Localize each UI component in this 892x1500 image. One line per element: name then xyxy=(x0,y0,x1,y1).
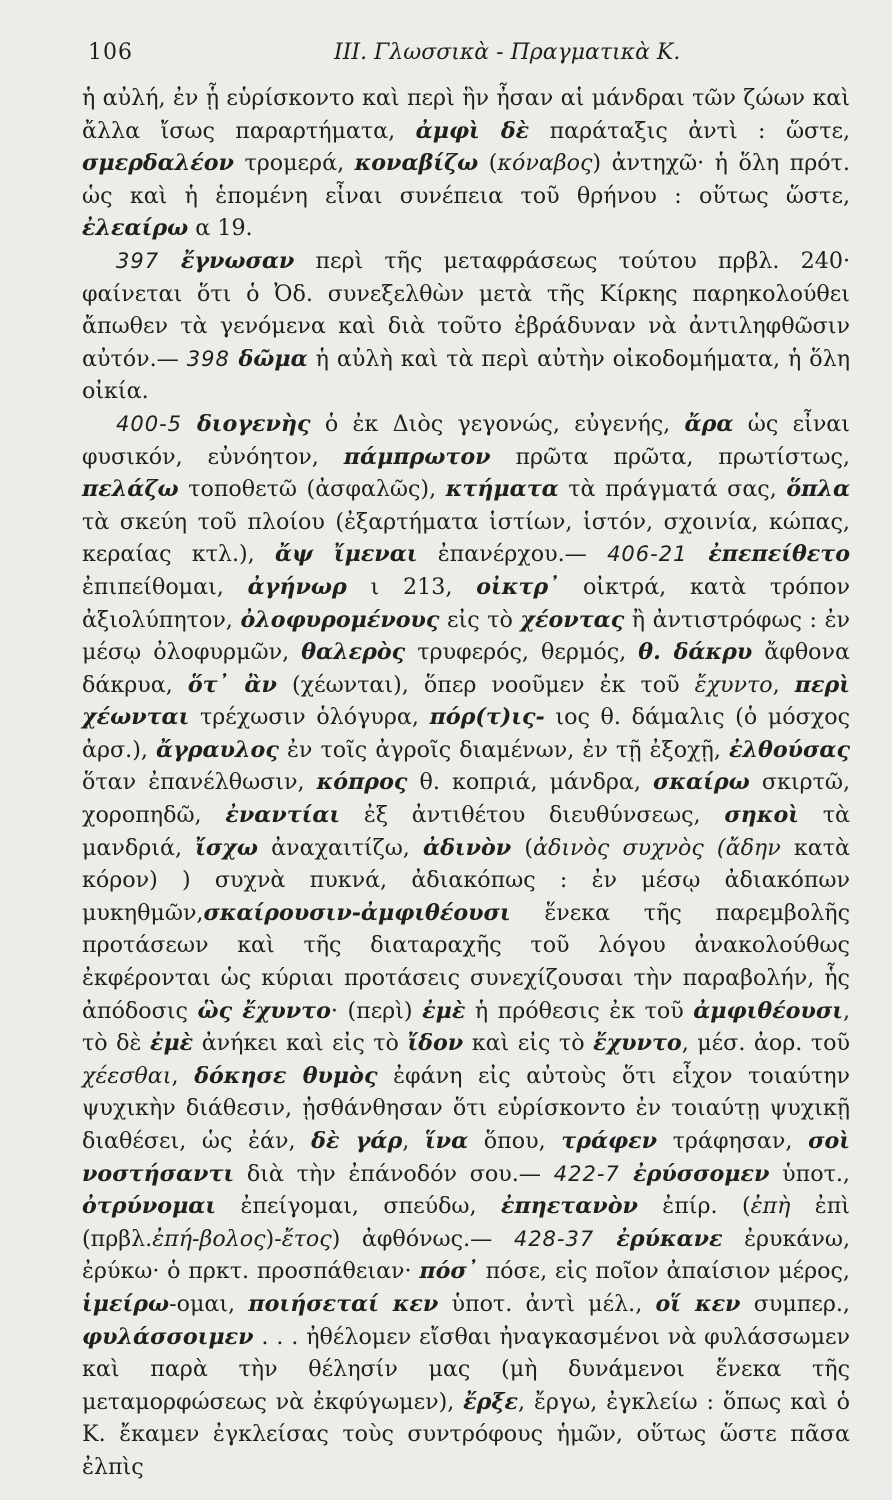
commentary-text: ἢ ἀντιστρόφως : ἐν μέσῳ ὀλοφυρμῶν, xyxy=(82,606,850,666)
commentary-text: ( xyxy=(511,834,533,861)
commentary-text: ὑποτ., xyxy=(769,1160,850,1187)
commentary-text: διὰ τὴν ἐπάνοδόν σου.— xyxy=(234,1160,554,1187)
commentary-text: θ. κοπριά, μάνδρα, xyxy=(407,769,654,796)
verse-number: 400-5 xyxy=(116,411,197,436)
lemma-term: ἀμφὶ δὲ xyxy=(415,117,530,144)
lemma-term: ἴδον xyxy=(407,1030,464,1057)
lemma-term: ἄρα xyxy=(684,410,734,437)
lemma-term: δὲ γάρ xyxy=(311,1128,403,1154)
lemma-term: δῶμα xyxy=(238,345,308,372)
lemma-term: οἰκτρ᾽ xyxy=(476,573,560,600)
commentary-text: , xyxy=(772,671,795,698)
commentary-text: ἄφθονα δάκρυα, xyxy=(82,639,851,698)
commentary-text: (χέωνται), ὅπερ νοοῦμεν ἐκ τοῦ xyxy=(276,671,695,698)
page-header xyxy=(88,40,846,80)
lemma-term: φυλάσσοιμεν xyxy=(82,1323,254,1350)
commentary-text: , xyxy=(171,1062,195,1089)
verse-number: 397 xyxy=(116,248,181,273)
lemma-term: ἵνα xyxy=(424,1128,469,1154)
commentary-text: εἰς τὸ xyxy=(439,606,521,633)
commentary-text: οἰκτρά, κατὰ τρόπον ἀξιολύπητον, xyxy=(82,573,851,633)
commentary-text: α 19. xyxy=(188,215,253,242)
lemma-term: ἔγνωσαν xyxy=(180,247,295,274)
commentary-text: , ἔργω, ἐγκλείω : ὅπως καὶ ὁ Κ. ἔκαμεν ἐγκλείσας τοὺς συντρόφους ἡμῶν, οὕτως ὥστε πᾶσα ἐλπὶς xyxy=(82,1388,850,1480)
lemma-term: περὶ χέωνται xyxy=(82,671,851,731)
commentary-text: -ομαι, xyxy=(169,1290,249,1317)
commentary-text: συμπερ., xyxy=(740,1290,850,1317)
running-head: III. Γλωσσικὰ - Πραγματικὰ Κ. xyxy=(334,40,681,65)
lemma-term: κτήματα xyxy=(445,476,559,503)
commentary-text: τοποθετῶ (ἀσφαλῶς), xyxy=(178,476,446,503)
verse-number: 422-7 xyxy=(553,1161,634,1186)
lemma-term: ἄψ ἴμεναι xyxy=(274,541,418,568)
lemma-term: οἵ κεν xyxy=(655,1290,741,1317)
commentary-text: τρομερά, xyxy=(233,150,355,177)
commentary-text: ὅταν ἐπανέλθωσιν, xyxy=(82,769,317,796)
commentary-text: ἐπιπείθομαι, xyxy=(82,573,248,600)
lemma-term: ἄγραυλος xyxy=(156,736,279,763)
page-number: 106 xyxy=(88,40,133,65)
lemma-term: σοὶ νοστήσαντι xyxy=(82,1128,850,1187)
commentary-text: ιος θ. δάμαλις (ὁ μόσχος ἀρσ.), xyxy=(82,704,850,763)
commentary-text: ἡ αὐλή, ἐν ᾗ εὑρίσκοντο καὶ περὶ ἣν ἦσαν αἱ μάνδραι τῶν ζώων καὶ ἄλλα ἴσως παραρτήματα, xyxy=(82,85,850,144)
commentary-text: τρέχωσιν ὁλόγυρα, xyxy=(189,704,430,731)
italic-text: ἐπή-βολος xyxy=(152,1225,266,1252)
commentary-text: ἡ αὐλὴ καὶ τὰ περὶ αὐτὴν οἰκοδομήματα, ἡ ὅλη οἰκία. xyxy=(82,345,851,405)
commentary-text: , τὸ δὲ xyxy=(82,997,850,1057)
lemma-term: ἐναντίαι xyxy=(225,802,341,829)
lemma-term: διογενὴς xyxy=(196,410,311,437)
commentary-text: ὁ ἐκ Διὸς γεγονώς, εὐγενής, xyxy=(310,410,685,437)
commentary-text: ( xyxy=(478,150,498,177)
commentary-text: ἐν τοῖς ἀγροῖς διαμένων, ἐν τῇ ἐξοχῇ, xyxy=(278,736,729,763)
commentary-text: τράφησαν, xyxy=(657,1128,809,1154)
commentary-text: τὰ πράγματά σας, xyxy=(558,476,787,503)
lemma-term: ἐρύκανε xyxy=(616,1225,723,1252)
commentary-text: παράταξις ἀντὶ : ὥστε, xyxy=(529,117,851,144)
body-text xyxy=(82,82,850,1484)
lemma-term: πόρ(τ)ις- xyxy=(429,704,545,731)
commentary-text: ) ἀντηχῶ· ἡ ὅλη πρότ. ὡς καὶ ἡ ἑπομένη εἶναι συνέπεια τοῦ θρήνου : οὕτως ὥστε, xyxy=(82,150,850,209)
lemma-term: ἔχυντο xyxy=(593,1030,682,1057)
lemma-term: σκαίρουσιν-ἀμφιθέουσι xyxy=(203,899,511,926)
commentary-text: καὶ εἰς τὸ xyxy=(463,1030,594,1057)
lemma-term: σκαίρω xyxy=(653,769,750,796)
commentary-text: ὅπου, xyxy=(468,1128,562,1154)
lemma-term: δόκησε θυμὸς xyxy=(194,1062,378,1089)
commentary-text: · (περὶ) xyxy=(330,997,423,1024)
lemma-term: ἐπεπείθετο xyxy=(708,541,851,568)
lemma-term: ἐρύσσομεν xyxy=(633,1160,770,1187)
italic-text: ἐπὴ xyxy=(750,1193,791,1220)
commentary-text: περὶ τῆς μεταφράσεως τούτου πρβλ. 240· φαίνεται ὅτι ὁ Ὀδ. συνεξελθὼν μετὰ τῆς Κίρκης παρηκολούθει ἄπωθεν τὰ γενόμενα καὶ διὰ τοῦτο ἐβράδυναν νὰ ἀντιληφθῶσιν αὐτόν.— xyxy=(82,247,850,372)
lemma-term: ὀλοφυρομένους xyxy=(240,606,440,633)
lemma-term: ἴσχω xyxy=(195,834,258,861)
lemma-term: θ. δάκρυ xyxy=(638,639,753,666)
commentary-text: ἀνήκει καὶ εἰς τὸ xyxy=(193,1030,408,1057)
commentary-text: ἐξ ἀντιθέτου διευθύνσεως, xyxy=(340,802,725,829)
lemma-term: σηκοὶ xyxy=(724,802,799,829)
lemma-term: κόπρος xyxy=(316,769,408,796)
commentary-text: ἐφάνη εἰς αὐτοὺς ὅτι εἶχον τοιαύτην ψυχικὴν διάθεσιν, ᾐσθάνθησαν ὅτι εὑρίσκοντο ἐν τοιαύτῃ ψυχικῇ διαθέσει, ὡς ἐάν, xyxy=(82,1062,851,1154)
lemma-term: κοναβίζω xyxy=(354,150,479,177)
lemma-term: ἐμὲ xyxy=(149,1030,194,1057)
paragraph-2 xyxy=(82,245,850,408)
verse-number: 428-37 xyxy=(513,1226,617,1251)
commentary-text: σκιρτῶ, χοροπηδῶ, xyxy=(82,769,850,829)
italic-text: κόναβος xyxy=(497,150,593,177)
lemma-term: ὀτρύνομαι xyxy=(82,1193,217,1220)
italic-text: ἔτος xyxy=(281,1225,332,1252)
commentary-text: , μέσ. ἀορ. τοῦ xyxy=(681,1030,850,1057)
verse-number: 398 xyxy=(186,346,239,371)
commentary-text: ἕνεκα τῆς παρεμβολῆς προτάσεων καὶ τῆς διαταραχῆς τοῦ λόγου ἀνακολούθως ἐκφέρονται ὡς κύριαι προτάσεις συνεχίζουσαι τὴν παραβολήν, ἧς ἀπόδοσις xyxy=(82,899,850,1024)
commentary-text: πρῶτα πρῶτα, πρωτίστως, xyxy=(490,443,850,470)
commentary-text: . . . ἠθέλομεν εἴσθαι ἠναγκασμένοι νὰ φυλάσσωμεν καὶ παρὰ τὴν θέλησίν μας (μὴ δυνάμενοι ἕνεκα τῆς μεταμορφώσεως νὰ ἐκφύγωμεν), xyxy=(82,1323,850,1415)
lemma-term: τράφεν xyxy=(561,1128,657,1154)
lemma-term: ὣς ἔχυντο xyxy=(197,997,331,1024)
italic-text: χέεσθαι xyxy=(82,1062,172,1089)
commentary-text: ) ἀφθόνως.— xyxy=(331,1225,514,1252)
lemma-term: πόσ᾽ xyxy=(419,1258,478,1285)
verse-number: 406-21 xyxy=(607,542,709,567)
lemma-term: ἀμφιθέουσι xyxy=(693,997,843,1024)
italic-text: ἀδινὸς συχνὸς (ἄδην xyxy=(533,834,781,861)
lemma-term: πάμπρωτον xyxy=(343,443,491,470)
lemma-term: χέοντας xyxy=(520,606,625,633)
lemma-term: ἀγήνωρ xyxy=(247,573,347,600)
commentary-text: ἡ πρόθεσις ἐκ τοῦ xyxy=(465,997,694,1024)
commentary-text: , xyxy=(402,1128,425,1154)
commentary-text: ἀναχαιτίζω, xyxy=(258,834,423,861)
commentary-text: ἐπίρ. ( xyxy=(637,1193,751,1220)
lemma-term: ἐπηετανὸν xyxy=(500,1193,638,1220)
lemma-term: ἀδινὸν xyxy=(423,834,512,861)
lemma-term: ἐμὲ xyxy=(422,997,466,1024)
lemma-term: ἱμείρω xyxy=(82,1290,170,1317)
lemma-term: ἐλεαίρω xyxy=(82,215,189,242)
commentary-text: ἐπὶ (πρβλ. xyxy=(82,1193,850,1252)
italic-text: ἔχυντο xyxy=(694,671,773,698)
commentary-text: ὡς εἶναι φυσικόν, εὐνόητον, xyxy=(82,410,850,470)
commentary-text: ὑποτ. ἀντὶ μέλ., xyxy=(438,1290,656,1317)
commentary-text: κατὰ κόρον) ) συχνὰ πυκνά, ἀδιακόπως : ἐν μέσῳ ἀδιακόπων μυκηθμῶν, xyxy=(82,834,850,926)
paragraph-1 xyxy=(82,82,850,245)
lemma-term: ἐλθούσας xyxy=(729,736,850,763)
commentary-text: τὰ μανδριά, xyxy=(82,802,850,861)
lemma-term: ὅτ᾽ ἂν xyxy=(187,671,277,698)
lemma-term: πελάζω xyxy=(82,476,179,503)
commentary-text: ἐρυκάνω, ἐρύκω· ὁ πρκτ. προσπάθειαν· xyxy=(82,1225,851,1285)
commentary-text: πόσε, εἰς ποῖον ἀπαίσιον μέρος, xyxy=(477,1258,850,1285)
commentary-text: τρυφερός, θερμός, xyxy=(405,639,639,666)
lemma-term: ποιήσεταί κεν xyxy=(248,1290,439,1317)
commentary-text: )- xyxy=(265,1225,282,1252)
paragraph-3 xyxy=(82,408,850,1484)
lemma-term: ἔρξε xyxy=(463,1388,519,1415)
commentary-text: ἐπανέρχου.— xyxy=(417,541,608,568)
commentary-text: ἐπείγομαι, σπεύδω, xyxy=(216,1193,501,1220)
lemma-term: θαλερὸς xyxy=(301,639,406,666)
commentary-text: ι 213, xyxy=(346,573,477,600)
lemma-term: ὅπλα xyxy=(786,476,851,503)
commentary-text: τὰ σκεύη τοῦ πλοίου (ἐξαρτήματα ἱστίων, ἱστόν, σχοινία, κώπας, κεραίας κτλ.), xyxy=(82,508,850,568)
lemma-term: σμερδαλέον xyxy=(82,150,234,177)
